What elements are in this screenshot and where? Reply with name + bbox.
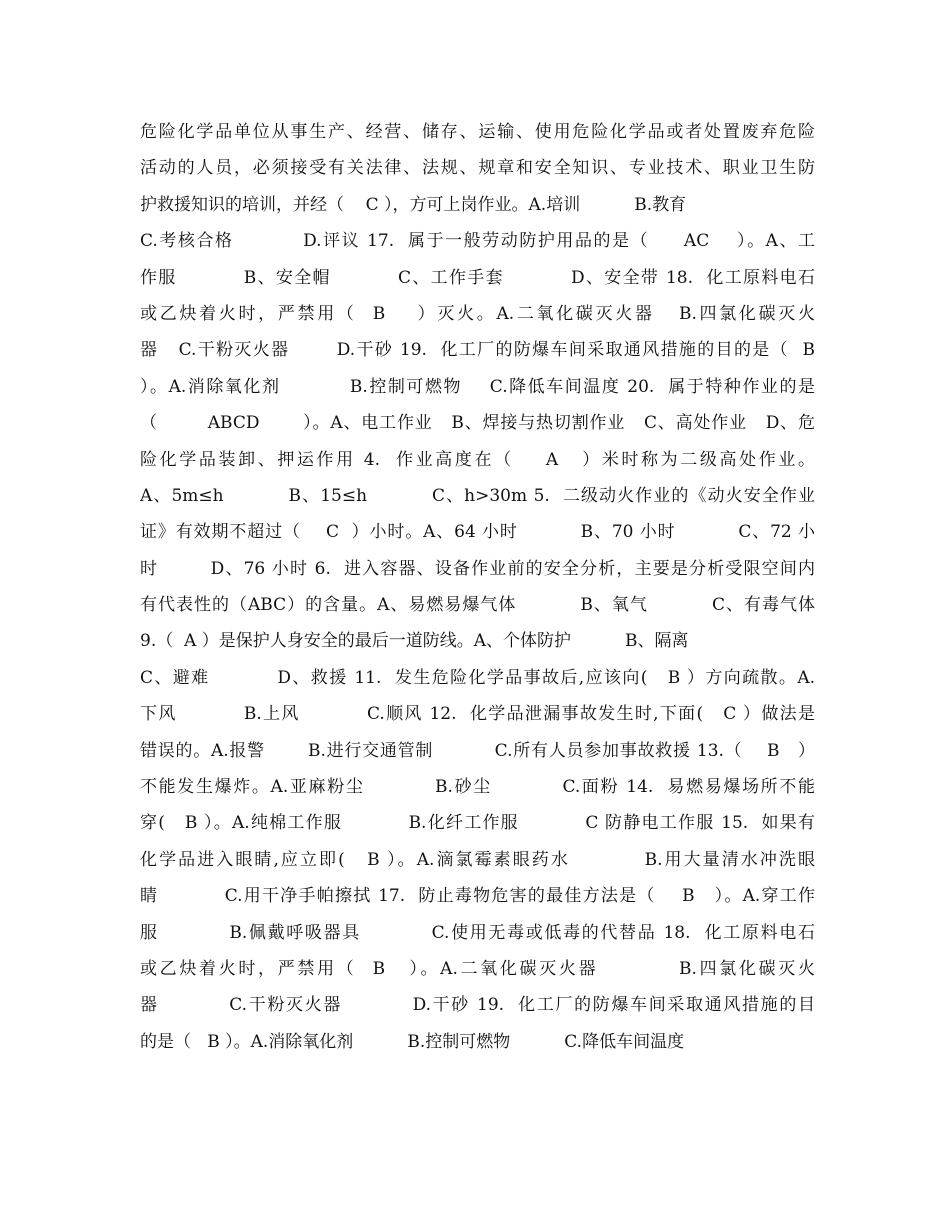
text-line: 服 B.佩戴呼吸器具 C.使用无毒或低毒的代替品 18. 化工原料电石: [140, 922, 815, 943]
text-line: 穿( B ）。A.纯棉工作服 B.化纤工作服 C 防静电工作服 15. 如果有: [140, 813, 815, 834]
text-line: 或乙炔着火时，严禁用（ B ）。A.二氧化碳灭火器 B.四氯化碳灭火: [140, 958, 815, 979]
text-line: 作服 B、安全帽 C、工作手套 D、安全带 18. 化工原料电石: [140, 267, 815, 288]
text-line: 危险化学品单位从事生产、经营、储存、运输、使用危险化学品或者处置废弃危险: [140, 122, 815, 142]
text-line: 错误的。A.报警 B.进行交通管制 C.所有人员参加事故救援 13.（ B ）: [140, 740, 815, 761]
text-line: C、避难 D、救援 11. 发生危险化学品事故后,应该向( B ）方向疏散。A.: [140, 667, 815, 688]
text-line: 护救援知识的培训，并经（ C ），方可上岗作业。A.培训 B.教育: [140, 194, 687, 215]
text-line: 下风 B.上风 C.顺风 12. 化学品泄漏事故发生时,下面( C ）做法是: [140, 704, 815, 725]
text-line: 活动的人员，必须接受有关法律、法规、规章和安全知识、专业技术、职业卫生防: [140, 158, 815, 179]
document-body: [140, 114, 815, 1060]
text-line: A、5m≤h B、15≤h C、h>30m 5. 二级动火作业的《动火安全作业: [140, 485, 815, 506]
text-line: 证》有效期不超过（ C ）小时。A、64 小时 B、70 小时 C、72 小: [140, 522, 815, 543]
text-line: ）。A.消除氧化剂 B.控制可燃物 C.降低车间温度 20. 属于特种作业的是: [140, 376, 815, 397]
text-line: C.考核合格 D.评议 17. 属于一般劳动防护用品的是（ AC ）。A、工: [140, 231, 815, 252]
text-line: 有代表性的（ABC）的含量。A、易燃易爆气体 B、氧气 C、有毒气体: [140, 595, 815, 616]
text-line: 器 C.干粉灭火器 D.干砂 19. 化工厂的防爆车间采取通风措施的目: [140, 995, 815, 1016]
text-line: 器 C.干粉灭火器 D.干砂 19. 化工厂的防爆车间采取通风措施的目的是（ B: [140, 340, 815, 361]
text-line: 时 D、76 小时 6. 进入容器、设备作业前的安全分析，主要是分析受限空间内: [140, 558, 815, 579]
text-line: 或乙炔着火时，严禁用（ B ）灭火。A.二氧化碳灭火器 B.四氯化碳灭火: [140, 303, 815, 324]
text-line: 不能发生爆炸。A.亚麻粉尘 B.砂尘 C.面粉 14. 易燃易爆场所不能: [140, 777, 815, 798]
text-line: 化学品进入眼睛,应立即( B ）。A.滴氯霉素眼药水 B.用大量清水冲洗眼: [140, 849, 815, 870]
text-line: 的是（ B ）。A.消除氧化剂 B.控制可燃物 C.降低车间温度: [140, 1031, 685, 1052]
text-line: 睛 C.用干净手帕擦拭 17. 防止毒物危害的最佳方法是（ B ）。A.穿工作: [140, 886, 815, 907]
text-line: （ ABCD ）。A、电工作业 B、焊接与热切割作业 C、高处作业 D、危: [140, 413, 815, 434]
text-line: 险化学品装卸、押运作用 4. 作业高度在（ A ）米时称为二级高处作业。: [140, 449, 815, 470]
text-line: 9.（ A ）是保护人身安全的最后一道防线。A、个体防护 B、隔离: [140, 631, 689, 652]
